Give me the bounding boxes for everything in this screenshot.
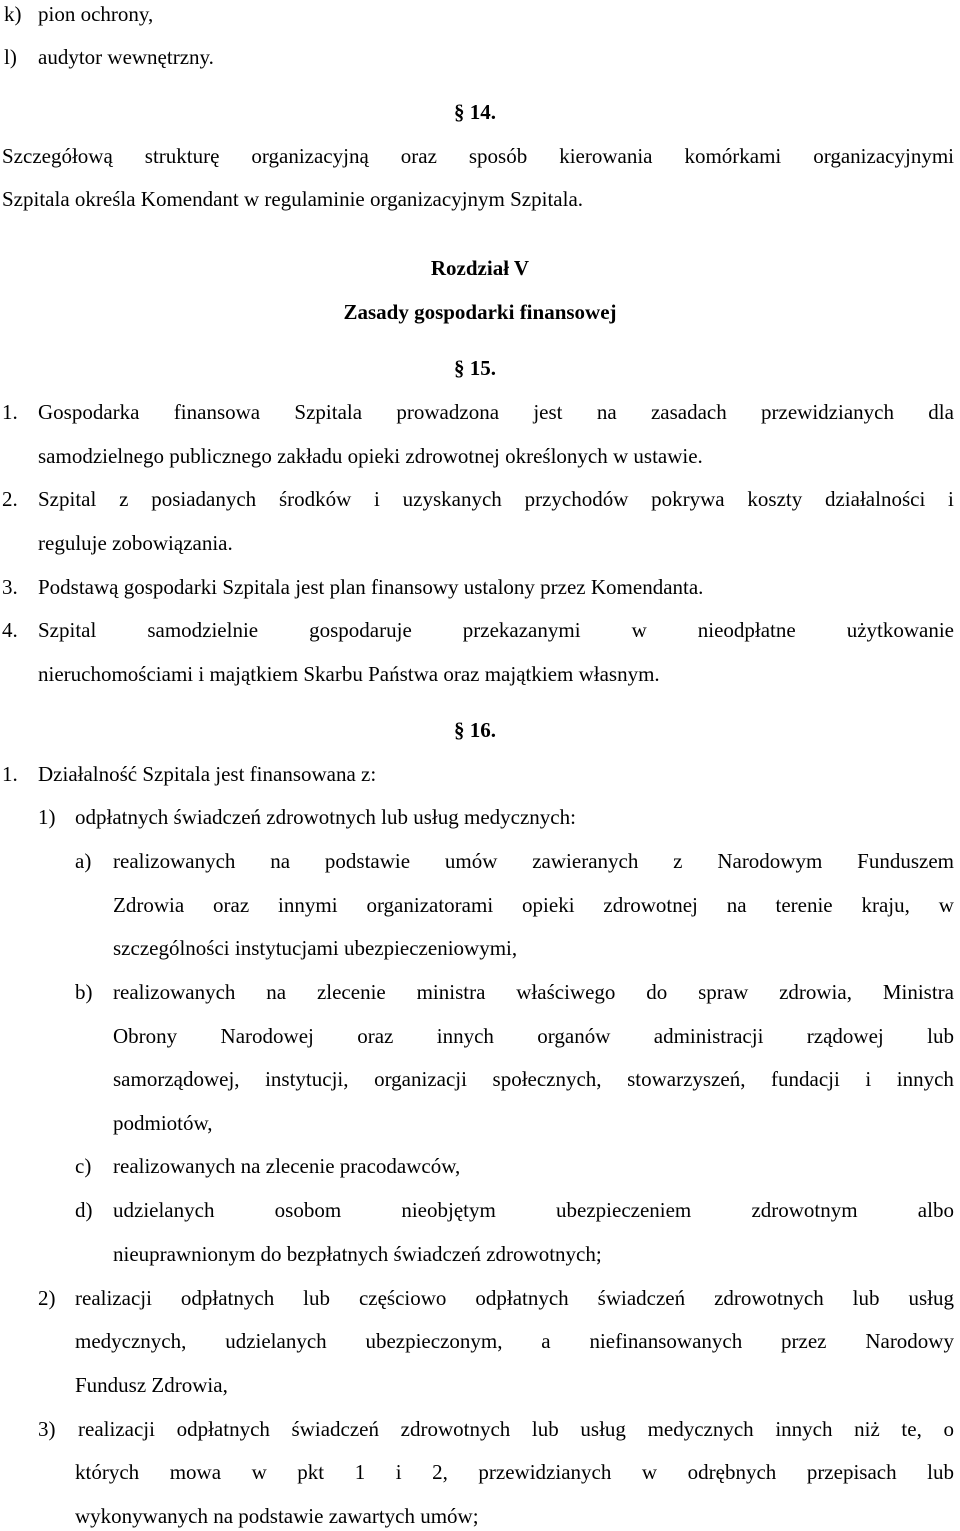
s15-p1-number: 1. [2,400,18,424]
word: zdrowia, [779,980,852,1004]
s16-sub-a-marker: a) [75,849,92,873]
word: Gospodarka [38,400,140,424]
section-14-line-2: Szpitala określa Komendant w regulaminie organizacyjnym Szpitala. [2,187,584,211]
list-marker-k: k) [4,2,22,26]
word: realizowanych [113,849,236,873]
s16-sub-c-marker: c) [75,1154,92,1178]
word: Zdrowia [113,893,185,917]
word: Szpital [38,618,97,642]
word: Narodowym [717,849,823,873]
word: opieki [522,893,575,917]
word: realizacji [78,1417,155,1441]
word: realizacji [75,1286,152,1310]
word: których [75,1460,140,1484]
section-15-heading: § 15. [454,356,496,380]
word: sposób [468,144,528,168]
word: lub [852,1286,880,1310]
word: użytkowanie [846,618,954,642]
s16-item-3-line-3: wykonywanych na podstawie zawartych umów; [75,1504,479,1528]
s16-sub-b-marker: b) [75,980,93,1004]
word: środków [278,487,352,511]
word: koszty [747,487,803,511]
word: właściwego [516,980,616,1004]
word: nieodpłatne [697,618,796,642]
word: kierowania [559,144,653,168]
word: do [646,980,668,1004]
word: w [251,1460,267,1484]
s16-sub-c-line-1: realizowanych na zlecenie pracodawców, [113,1154,461,1178]
word: lub [927,1024,954,1048]
word: zawieranych [532,849,639,873]
word: niż [854,1417,880,1441]
word: zasadach [650,400,727,424]
word: odpłatnych [180,1286,275,1310]
word: spraw [698,980,749,1004]
s16-sub-d-marker: d) [75,1198,93,1222]
word: 1 [354,1460,366,1484]
s16-p1-number: 1. [2,762,18,786]
word: oraz [213,893,250,917]
word: nieobjętym [401,1198,496,1222]
s15-p2-line-1 [38,489,954,510]
s15-p1-line-1 [38,402,954,423]
s15-p1-line-2: samodzielnego publicznego zakładu opieki zdrowotnej określonych w ustawie. [38,444,703,468]
s15-p4-number: 4. [2,618,18,642]
word: organizacji [374,1067,467,1091]
word: dla [928,400,954,424]
s16-item-2-number: 2) [38,1286,56,1310]
word: organizatorami [366,893,494,917]
word: z [673,849,683,873]
word: Szpital [38,487,97,511]
word: usług [580,1417,626,1441]
s15-p4-line-2: nieruchomościami i majątkiem Skarbu Państwa oraz majątkiem własnym. [38,662,660,686]
word: posiadanych [151,487,257,511]
section-14-line-1 [2,146,954,167]
s16-item-3-line-2 [75,1462,954,1483]
list-item-l: audytor wewnętrzny. [38,45,214,69]
word: instytucji, [265,1067,349,1091]
word: oraz [357,1024,394,1048]
s16-sub-a-line-2 [113,895,954,916]
word: medycznych [647,1417,754,1441]
word: 2, [432,1460,448,1484]
word: ministra [416,980,486,1004]
word: organizacyjną [251,144,369,168]
word: zdrowotnym [751,1198,858,1222]
word: realizowanych [113,980,236,1004]
section-14-heading: § 14. [454,100,496,124]
word: częściowo [358,1286,447,1310]
s16-item-2-line-1 [75,1288,954,1309]
word: terenie [775,893,833,917]
word: na [726,893,747,917]
s16-item-3-line-1 [78,1419,954,1440]
word: niefinansowanych [589,1329,743,1353]
word: umów [444,849,498,873]
word: samodzielnie [147,618,259,642]
word: te, [901,1417,922,1441]
word: działalności [824,487,926,511]
s16-sub-b-line-1 [113,982,954,1003]
word: Ministra [882,980,954,1004]
word: prowadzona [396,400,500,424]
s16-item-1-text: odpłatnych świadczeń zdrowotnych lub usług medycznych: [75,805,576,829]
word: strukturę [144,144,220,168]
word: ubezpieczonym, [365,1329,503,1353]
word: przewidzianych [761,400,894,424]
word: innych [775,1417,833,1441]
word: przewidzianych [478,1460,612,1484]
word: na [596,400,617,424]
word: mowa [169,1460,222,1484]
word: zdrowotnej [603,893,698,917]
s16-sub-d-line-2: nieuprawnionym do bezpłatnych świadczeń zdrowotnych; [113,1242,602,1266]
word: w [641,1460,658,1484]
word: a [541,1329,551,1353]
s16-sub-b-line-4: podmiotów, [113,1111,213,1135]
word: na [266,980,287,1004]
s15-p2-number: 2. [2,487,18,511]
word: w [631,618,647,642]
word: finansowa [173,400,261,424]
word: jest [533,400,563,424]
word: odrębnych [687,1460,777,1484]
s15-p4-line-1 [38,620,954,641]
word: ubezpieczeniem [556,1198,692,1222]
word: w [938,893,954,917]
word: Szczegółową [2,144,113,168]
word: osobom [274,1198,342,1222]
word: stowarzyszeń, [627,1067,746,1091]
s15-p3-number: 3. [2,575,18,599]
word: rządowej [806,1024,884,1048]
word: fundacji [771,1067,840,1091]
word: gospodaruje [309,618,412,642]
word: lub [531,1417,559,1441]
section-16-heading: § 16. [454,718,496,742]
word: innych [896,1067,954,1091]
s15-p2-line-2: reguluje zobowiązania. [38,531,233,555]
word: przez [781,1329,827,1353]
word: samorządowej, [113,1067,240,1091]
word: komórkami [684,144,782,168]
chapter-subtitle: Zasady gospodarki finansowej [343,300,617,324]
word: Szpitala [294,400,363,424]
word: i [865,1067,872,1091]
word: udzielanych [225,1329,327,1353]
word: i [395,1460,402,1484]
s16-sub-b-line-2 [113,1026,954,1047]
word: Narodowy [865,1329,954,1353]
word: organizacyjnymi [813,144,954,168]
word: przepisach [806,1460,897,1484]
word: Obrony [113,1024,178,1048]
word: lub [303,1286,330,1310]
word: i [374,487,380,511]
word: pokrywa [651,487,725,511]
word: kraju, [861,893,910,917]
s16-item-2-line-3: Fundusz Zdrowia, [75,1373,228,1397]
word: pkt [297,1460,325,1484]
word: administracji [653,1024,764,1048]
word: oraz [400,144,437,168]
word: podstawie [324,849,411,873]
word: świadczeń [291,1417,379,1441]
word: medycznych, [75,1329,187,1353]
word: społecznych, [492,1067,602,1091]
word: i [948,487,954,511]
word: przekazanymi [462,618,581,642]
word: innymi [278,893,338,917]
word: zdrowotnych [714,1286,824,1310]
word: na [270,849,291,873]
word: zdrowotnych [400,1417,511,1441]
list-item-k: pion ochrony, [38,2,154,26]
word: udzielanych [113,1198,215,1222]
word: innych [436,1024,494,1048]
s16-item-3-number: 3) [38,1417,56,1441]
s16-item-2-line-2 [75,1331,954,1352]
word: przychodów [524,487,629,511]
list-marker-l: l) [4,45,17,69]
word: Funduszem [857,849,954,873]
s16-item-1-number: 1) [38,805,56,829]
word: lub [927,1460,954,1484]
word: o [943,1417,954,1441]
chapter-title: Rozdział V [430,256,530,280]
word: odpłatnych [475,1286,569,1310]
word: Narodowej [220,1024,314,1048]
word: usług [908,1286,954,1310]
word: organów [537,1024,611,1048]
s16-sub-d-line-1 [113,1200,954,1221]
word: uzyskanych [402,487,502,511]
word: świadczeń [597,1286,686,1310]
word: albo [917,1198,954,1222]
s16-sub-a-line-1 [113,851,954,872]
s15-p3-line-1: Podstawą gospodarki Szpitala jest plan finansowy ustalony przez Komendanta. [38,575,704,599]
s16-sub-b-line-3 [113,1069,954,1090]
word: zlecenie [316,980,386,1004]
word: z [119,487,129,511]
s16-p1-text: Działalność Szpitala jest finansowana z: [38,762,377,786]
word: odpłatnych [176,1417,270,1441]
s16-sub-a-line-3: szczególności instytucjami ubezpieczeniowymi, [113,936,518,960]
